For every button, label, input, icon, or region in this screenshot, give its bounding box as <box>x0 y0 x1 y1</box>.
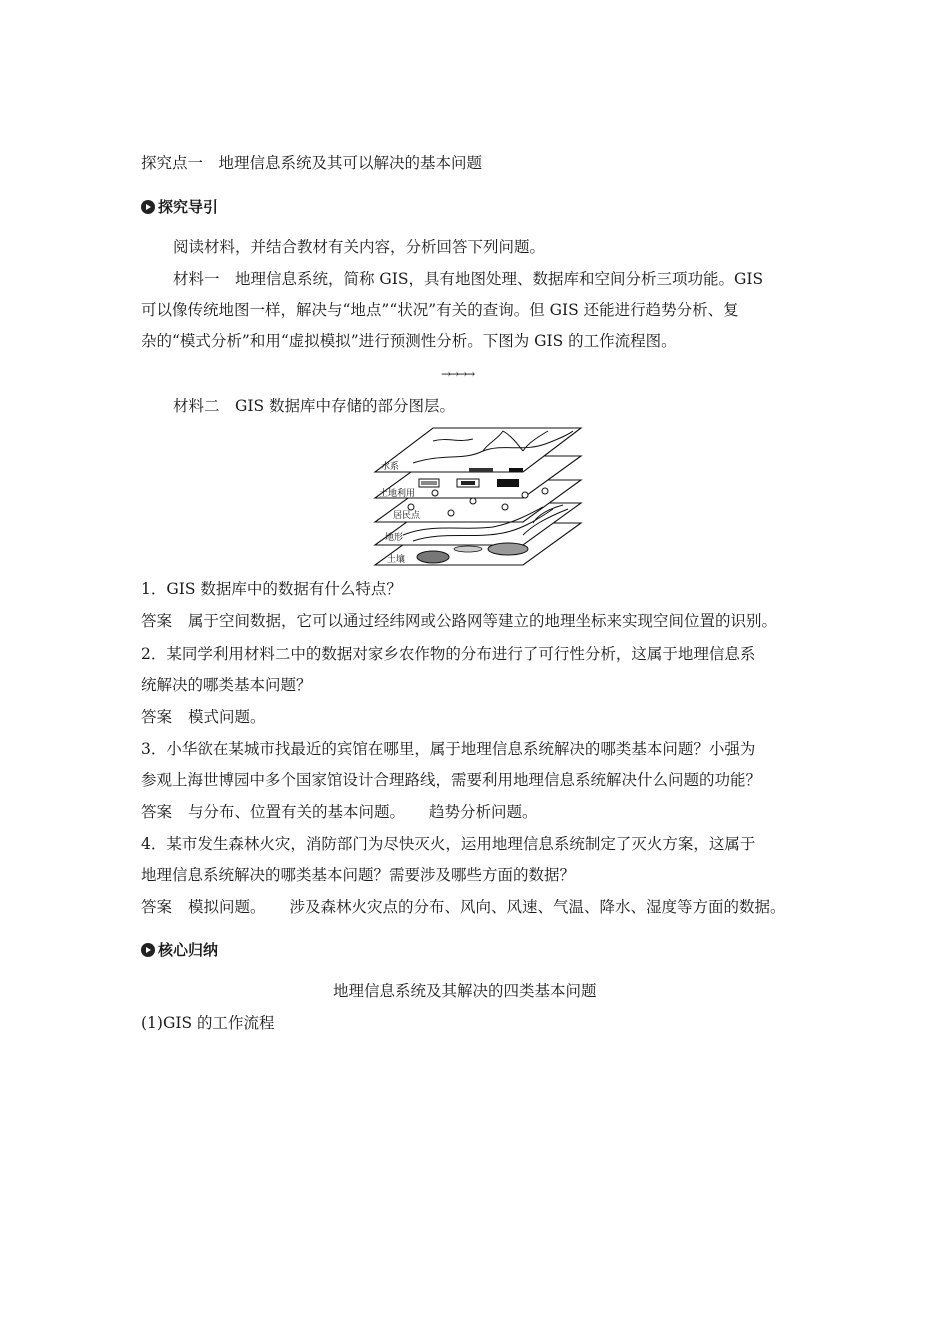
q1-answer <box>141 611 777 631</box>
q2-answer-text: 模式问题。 <box>188 708 266 726</box>
answer-label: 答案 <box>141 708 173 726</box>
guide-heading <box>141 197 218 217</box>
gis-layers-figure <box>373 423 583 571</box>
q3-question-line1: 3．小华欲在某城市找最近的宾馆在哪里，属于地理信息系统解决的哪类基本问题？小强为 <box>141 740 756 758</box>
layer-label-settlement: 居民点 <box>393 511 421 521</box>
workflow-label: (1)GIS 的工作流程 <box>141 1014 275 1032</box>
core-heading <box>141 940 218 960</box>
flow-arrows: →→→→ <box>441 367 474 381</box>
layer-label-landuse: 土地利用 <box>379 489 416 499</box>
intro-text: 阅读材料，并结合教材有关内容，分析回答下列问题。 <box>173 238 546 256</box>
q3-question-line2: 参观上海世博园中多个国家馆设计合理路线，需要利用地理信息系统解决什么问题的功能？ <box>141 771 762 789</box>
q4-question-line1: 4．某市发生森林火灾，消防部门为尽快灭火，运用地理信息系统制定了灭火方案，这属于 <box>141 835 756 853</box>
material1-line1: 材料一 地理信息系统，简称 GIS，具有地图处理、数据库和空间分析三项功能。GIS <box>173 270 764 288</box>
play-bullet-icon <box>141 943 155 957</box>
q4-question-line2: 地理信息系统解决的哪类基本问题？需要涉及哪些方面的数据？ <box>141 866 576 884</box>
q3-answer-b: 趋势分析问题。 <box>429 803 538 821</box>
summary-title: 地理信息系统及其解决的四类基本问题 <box>333 982 597 1000</box>
q4-answer-b: 涉及森林火灾点的分布、风向、风速、气温、降水、湿度等方面的数据。 <box>289 898 786 916</box>
core-heading-label: 核心归纳 <box>158 941 219 959</box>
q1-question: 1．GIS 数据库中的数据有什么特点？ <box>141 580 402 598</box>
q3-answer <box>141 802 538 822</box>
q4-answer-a: 模拟问题。 <box>188 898 266 916</box>
q2-answer <box>141 707 266 727</box>
answer-label: 答案 <box>141 803 173 821</box>
layer-label-terrain: 地形 <box>385 533 404 543</box>
material1-line3: 杂的“模式分析”和用“虚拟模拟”进行预测性分析。下图为 GIS 的工作流程图。 <box>141 332 677 350</box>
play-bullet-icon <box>141 200 155 214</box>
answer-label: 答案 <box>141 898 173 916</box>
layer-label-soil: 土壤 <box>387 555 406 565</box>
q2-question-line1: 2．某同学利用材料二中的数据对家乡农作物的分布进行了可行性分析，这属于地理信息系 <box>141 645 756 663</box>
q1-answer-text: 属于空间数据，它可以通过经纬网或公路网等建立的地理坐标来实现空间位置的识别。 <box>188 612 778 630</box>
guide-heading-label: 探究导引 <box>158 198 219 216</box>
q3-answer-a: 与分布、位置有关的基本问题。 <box>188 803 406 821</box>
layer-label-water: 水系 <box>381 462 400 472</box>
q2-question-line2: 统解决的哪类基本问题？ <box>141 676 312 694</box>
material1-line2: 可以像传统地图一样，解决与“地点”“状况”有关的查询。但 GIS 还能进行趋势分析、复 <box>141 301 739 319</box>
q4-answer <box>141 897 786 917</box>
material2-text: 材料二 GIS 数据库中存储的部分图层。 <box>173 397 456 415</box>
answer-label: 答案 <box>141 612 173 630</box>
section-title: 探究点一 地理信息系统及其可以解决的基本问题 <box>141 154 483 172</box>
